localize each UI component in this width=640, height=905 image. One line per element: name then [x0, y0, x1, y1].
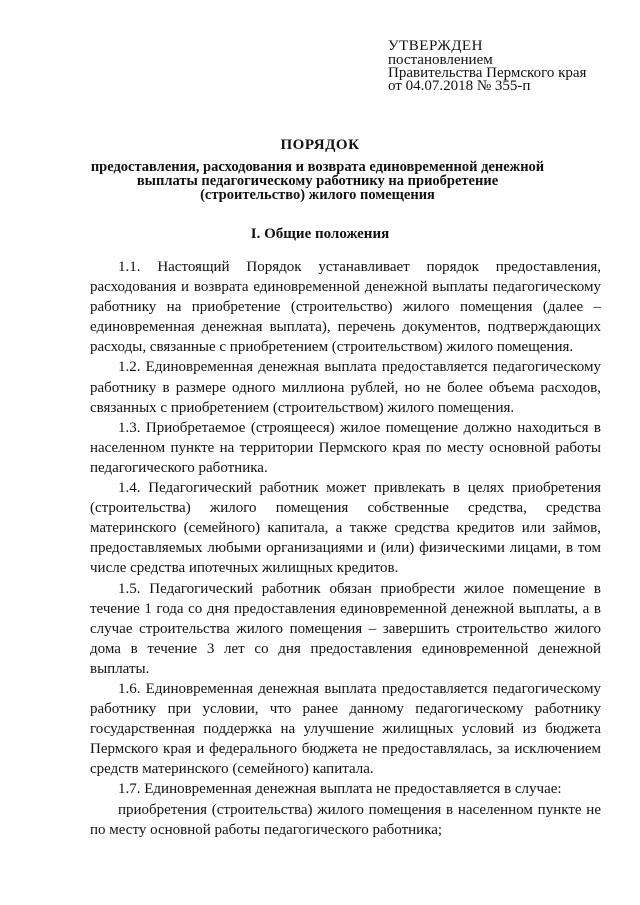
- approval-title: УТВЕРЖДЕН: [388, 38, 483, 54]
- approval-line: от 04.07.2018 № 355-п: [388, 78, 531, 94]
- document-subtitle: предоставления, расходования и возврата единовременной денежной выплаты педагогическому работнику на приобретение (строительство) жилого помещения: [90, 159, 545, 203]
- paragraph-1-4: 1.4. Педагогический работник может привлекать в целях приобретения (строительства) жилого помещения собственные средства, средства материнского (семейного) капитала, а также средства кредитов или займов, предоставляемых любыми организациями и (или) физическими лицами, в том числе средства ипотечных жилищных кредитов.: [90, 480, 601, 577]
- paragraph-1-6: 1.6. Единовременная денежная выплата предоставляется педагогическому работнику при условии, что ранее данному педагогическому работнику государственная поддержка на улучшение жилищных условий из бюджета Пермского края и федерального бюджета не предоставлялась, за исключением средств материнского (семейного) капитала.: [90, 680, 601, 778]
- paragraph-1-7-item: приобретения (строительства) жилого помещения в населенном пункте не по месту основной работы педагогического работника;: [90, 801, 601, 838]
- document-title: ПОРЯДОК: [280, 137, 360, 153]
- approval-stamp: [388, 40, 628, 93]
- paragraph-1-1: 1.1. Настоящий Порядок устанавливает порядок предоставления, расходования и возврата единовременной денежной выплаты педагогическому работнику на приобретение (строительство) жилого помещения (далее – единовременная денежная выплата), перечень документов, подтверждающих расходы, связанные с приобретением (строительством) жилого помещения.: [90, 259, 601, 356]
- section-body: [90, 257, 601, 840]
- paragraph-1-7: 1.7. Единовременная денежная выплата не предоставляется в случае:: [118, 781, 562, 798]
- paragraph-1-2: 1.2. Единовременная денежная выплата предоставляется педагогическому работнику в размере одного миллиона рублей, но не более объема расходов, связанных с приобретением (строительством) жилого помещения.: [90, 359, 601, 416]
- approval-line: постановлением: [388, 52, 493, 68]
- approval-line: Правительства Пермского края: [388, 65, 587, 81]
- paragraph-1-3: 1.3. Приобретаемое (строящееся) жилое помещение должно находиться в населенном пункте на территории Пермского края по месту основной работы педагогического работника.: [90, 419, 601, 476]
- section-heading: I. Общие положения: [250, 226, 390, 242]
- paragraph-1-5: 1.5. Педагогический работник обязан приобрести жилое помещение в течение 1 года со дня предоставления единовременной денежной выплаты, а в случае строительства жилого помещения – завершить строительство жилого дома в течение 3 лет со дня предоставления единовременной денежной выплаты.: [90, 580, 601, 677]
